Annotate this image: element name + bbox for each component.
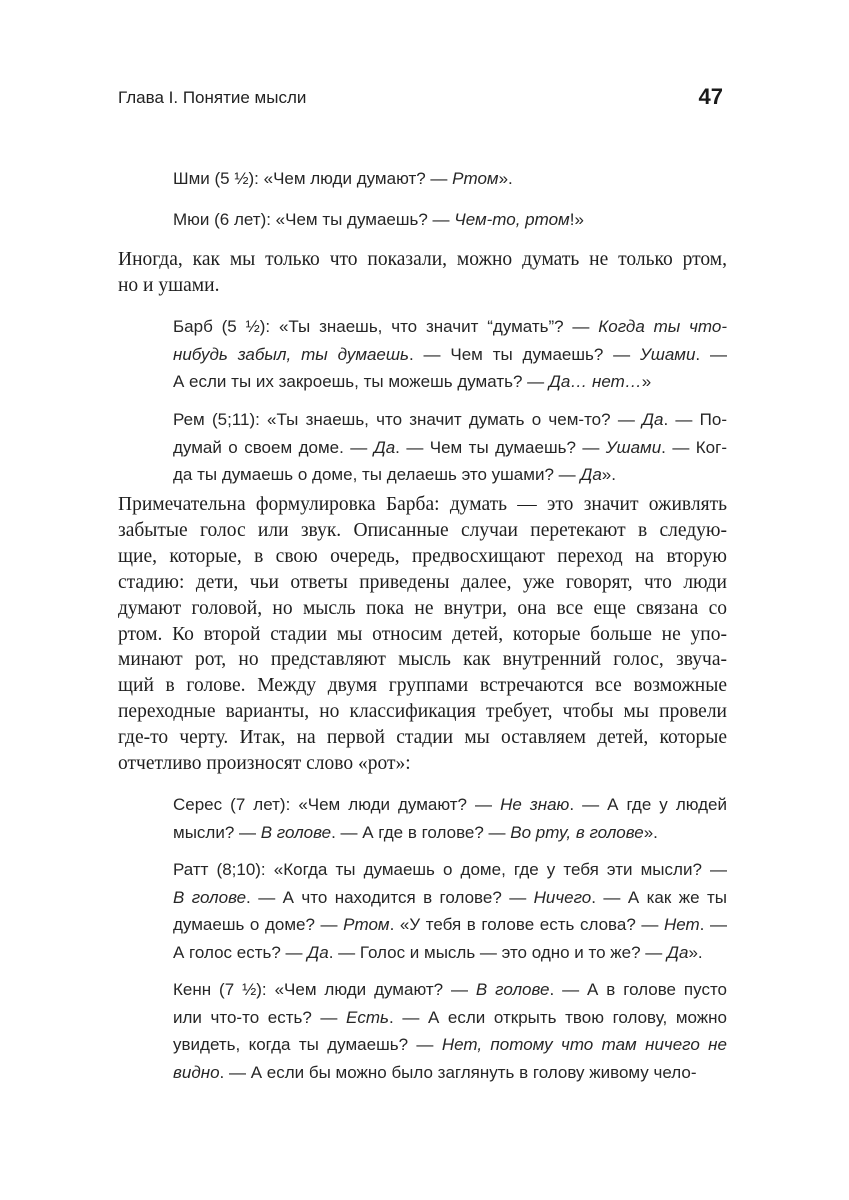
text-run: . — А где в голове? — [331,822,511,842]
text-line [173,206,727,234]
italic-reply: Нет, потому что там ничего не [441,1035,727,1054]
text-run: забытые голос или звук. Описанные случаи перетекают в следую- [118,519,727,541]
body-paragraph [118,492,727,777]
text-line [118,544,727,570]
text-run: ». [601,465,616,484]
text-line [118,596,727,622]
text-line [118,725,727,751]
italic-reply: Да [642,410,664,429]
text-run: щие, которые, в свою очередь, предвосхищают переход на вторую [118,545,727,567]
italic-reply: Ушами [640,344,696,364]
text-run: Примечательна формулировка Барба: думать — это значит оживлять [118,494,727,515]
italic-reply: Нет [663,915,700,934]
text-line [173,313,727,341]
text-run: но и ушами. [118,274,220,296]
dialogue-quote [173,406,727,489]
text-run: . — А в голове пусто [549,980,727,999]
italic-reply: видно [173,1062,220,1082]
text-line [173,939,727,967]
italic-reply: нибудь забыл, ты думаешь [173,344,409,364]
dialogue-quote [173,313,727,396]
text-line [173,406,727,434]
text-run: А если ты их закроешь, ты можешь думать? — [173,372,549,391]
text-line [173,368,727,396]
italic-reply: В голове [260,822,332,842]
italic-reply: Во рту, в голове [510,822,644,842]
text-run: Мюи (6 лет): «Чем ты думаешь? — [173,210,455,229]
text-line [118,699,727,725]
text-line [173,1059,727,1087]
text-run: . — Ког- [661,437,727,457]
text-run: . — Чем ты думаешь? — [395,437,606,457]
text-run: Иногда, как мы только что показали, можно думать не только ртом, [118,249,727,270]
text-line [173,434,727,462]
text-line [118,273,727,299]
text-run: . «У тебя в голове есть слова? — [389,915,664,934]
text-run: или что-то есть? — [173,1007,347,1027]
text-run: . — [695,344,727,364]
text-line [173,819,727,847]
dialogue-quote [173,976,727,1086]
italic-reply: В голове [475,980,550,999]
text-run: ». [688,942,703,962]
text-run: отчетливо произносят слово «рот»: [118,753,411,775]
text-line [118,518,727,544]
text-run: думаешь о доме? — [173,915,344,934]
text-run: ». [643,822,658,842]
text-run: щий в голове. Между двумя группами встречаются все возможные [118,675,727,697]
italic-reply: Да [373,437,396,457]
italic-reply: Да [307,942,329,962]
text-line [173,791,727,819]
text-run: увидеть, когда ты думаешь? — [173,1035,442,1054]
text-line [118,647,727,673]
text-run: да ты думаешь о доме, ты делаешь это ушами? — [173,465,581,484]
text-line [173,1031,727,1059]
running-header [118,84,723,112]
text-run: стадию: дети, чьи ответы приведены далее, уже говорят, что люди [118,571,727,593]
text-line [118,247,727,273]
chapter-title: Глава I. Понятие мысли [118,88,307,107]
text-line [118,622,727,648]
italic-reply: Ртом [452,169,499,188]
dialogue-quote [173,206,727,234]
text-line [173,856,727,884]
italic-reply: Ушами [605,437,662,457]
text-run: где-то черту. Итак, на первой стадии мы оставляем детей, которые [118,727,727,749]
text-run: . — А если открыть твою голову, можно [389,1007,727,1027]
text-run: думай о своем доме. — [173,437,374,457]
text-line [173,165,727,193]
text-run: Шми (5 ½): «Чем люди думают? — [173,169,453,188]
text-line [173,1004,727,1032]
text-run: Серес (7 лет): «Чем люди думают? — [173,795,501,814]
italic-reply: Когда ты что- [598,317,727,336]
text-run: Рем (5;11): «Ты знаешь, что значит думать о чем-то? — [173,410,643,429]
text-run: . — А если бы можно было заглянуть в голову живому чело- [219,1062,697,1082]
text-line [173,976,727,1004]
text-run: мысли? — [173,822,261,842]
text-line [118,751,727,777]
text-line [118,570,727,596]
text-run: Ратт (8;10): «Когда ты думаешь о доме, где у тебя эти мысли? — [173,860,727,879]
italic-reply: Да [580,465,602,484]
italic-reply: Есть [346,1007,389,1027]
text-run: . — [699,915,727,934]
body-paragraph [118,247,727,299]
text-run: . — А что находится в голове? — [246,887,534,907]
text-run: Барб (5 ½): «Ты знаешь, что значит “думать”? — [173,317,599,336]
text-run: . — Голос и мысль — это одно и то же? — [328,942,668,962]
italic-reply: В голове [173,887,247,907]
text-run: . — По- [663,410,727,429]
page-number: 47 [698,84,723,109]
text-run: А голос есть? — [173,942,308,962]
dialogue-quote [173,791,727,846]
text-run: . — А как же ты [591,887,727,907]
text-line [118,492,727,518]
text-run: ртом. Ко второй стадии мы относим детей, которые больше не упо- [118,623,727,645]
text-run: . — А где у людей [569,795,728,814]
text-line [173,884,727,912]
italic-reply: Да… нет… [548,372,642,391]
text-line [173,461,727,489]
italic-reply: Ртом [343,915,390,934]
dialogue-quote [173,165,727,193]
text-run: думают головой, но мысль пока не внутри, она все еще связана со [118,597,727,619]
text-run: . — Чем ты думаешь? — [408,344,641,364]
dialogue-quote [173,856,727,966]
text-run: ». [498,169,513,188]
italic-reply: Да [667,942,689,962]
text-run: » [641,372,652,391]
text-run: переходные варианты, но классификация требует, чтобы мы провели [118,701,727,723]
italic-reply: Ничего [533,887,592,907]
italic-reply: Не знаю [500,795,570,814]
text-line [173,911,727,939]
text-run: !» [569,210,584,229]
text-run: минают рот, но представляют мысль как внутренний голос, звуча- [118,649,727,671]
text-run: Кенн (7 ½): «Чем люди думают? — [173,980,476,999]
text-line [118,673,727,699]
italic-reply: Чем-то, ртом [454,210,570,229]
text-line [173,341,727,369]
